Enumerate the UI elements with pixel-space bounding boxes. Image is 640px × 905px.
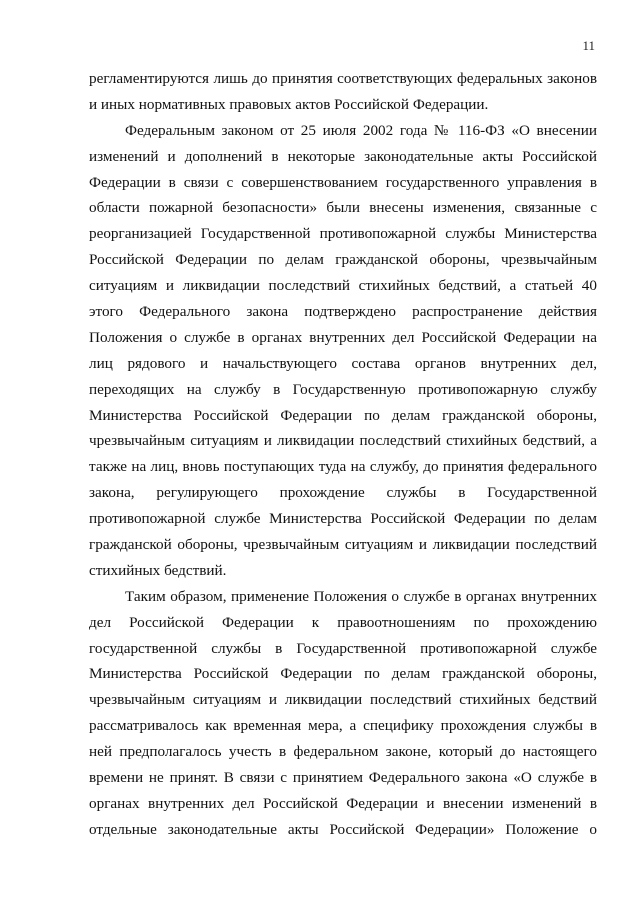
text-line: Федерации в связи с совершенствованием государственного управления в [89,173,597,191]
text-line: ней предполагалось учесть в федеральном законе, который до настоящего [89,743,597,761]
text-line: дел Российской Федерации к правоотношениям по прохождению [89,613,597,631]
text-line: отдельные законодательные акты Российской Федерации» Положение о [89,820,597,838]
page-number: 11 [582,38,595,53]
text-line: рассматривалось как временная мера, а специфику прохождения службы в [89,717,597,735]
text-line: регламентируются лишь до принятия соответствующих федеральных законов [89,70,597,87]
text-line: чрезвычайным ситуациям и ликвидации последствий стихийных бедствий, а [89,432,597,450]
text-line: органах внутренних дел Российской Федерации и внесении изменений в [89,794,597,812]
text-line: государственной службы в Государственной противопожарной службе [89,639,597,657]
text-line: чрезвычайным ситуациям и ликвидации последствий стихийных бедствий [89,691,597,709]
text-line: Министерства Российской Федерации по делам гражданской обороны, [89,665,597,683]
text-line: Федеральным законом от 25 июля 2002 года № 116-ФЗ «О внесении [125,121,597,139]
text-line: Таким образом, применение Положения о службе в органах внутренних [125,587,597,605]
text-line: Положения о службе в органах внутренних дел Российской Федерации на [89,328,597,346]
document-body [89,66,597,843]
text-line: лиц рядового и начальствующего состава органов внутренних дел, [89,354,597,372]
text-line: изменений и дополнений в некоторые законодательные акты Российской [89,147,597,165]
text-line: ситуациям и ликвидации последствий стихийных бедствий, а статьей 40 [89,277,597,295]
text-line: Российской Федерации по делам гражданской обороны, чрезвычайным [89,251,597,269]
text-line: стихийных бедствий. [89,561,227,579]
text-line: области пожарной безопасности» были внесены изменения, связанные с [89,199,597,217]
text-line: переходящих на службу в Государственную противопожарную службу [89,380,597,398]
text-line: этого Федерального закона подтверждено распространение действия [89,303,597,321]
text-line: реорганизацией Государственной противопожарной службы Министерства [89,225,597,243]
text-line: времени не принят. В связи с принятием Федерального закона «О службе в [89,769,597,787]
text-line: также на лиц, вновь поступающих туда на службу, до принятия федерального [89,458,597,476]
text-line: Министерства Российской Федерации по делам гражданской обороны, [89,406,597,424]
text-line: и иных нормативных правовых актов Российской Федерации. [89,95,489,113]
text-line: гражданской обороны, чрезвычайным ситуациям и ликвидации последствий [89,536,597,554]
text-line: противопожарной службе Министерства Российской Федерации по делам [89,510,597,528]
text-line: закона, регулирующего прохождение службы в Государственной [89,484,597,502]
